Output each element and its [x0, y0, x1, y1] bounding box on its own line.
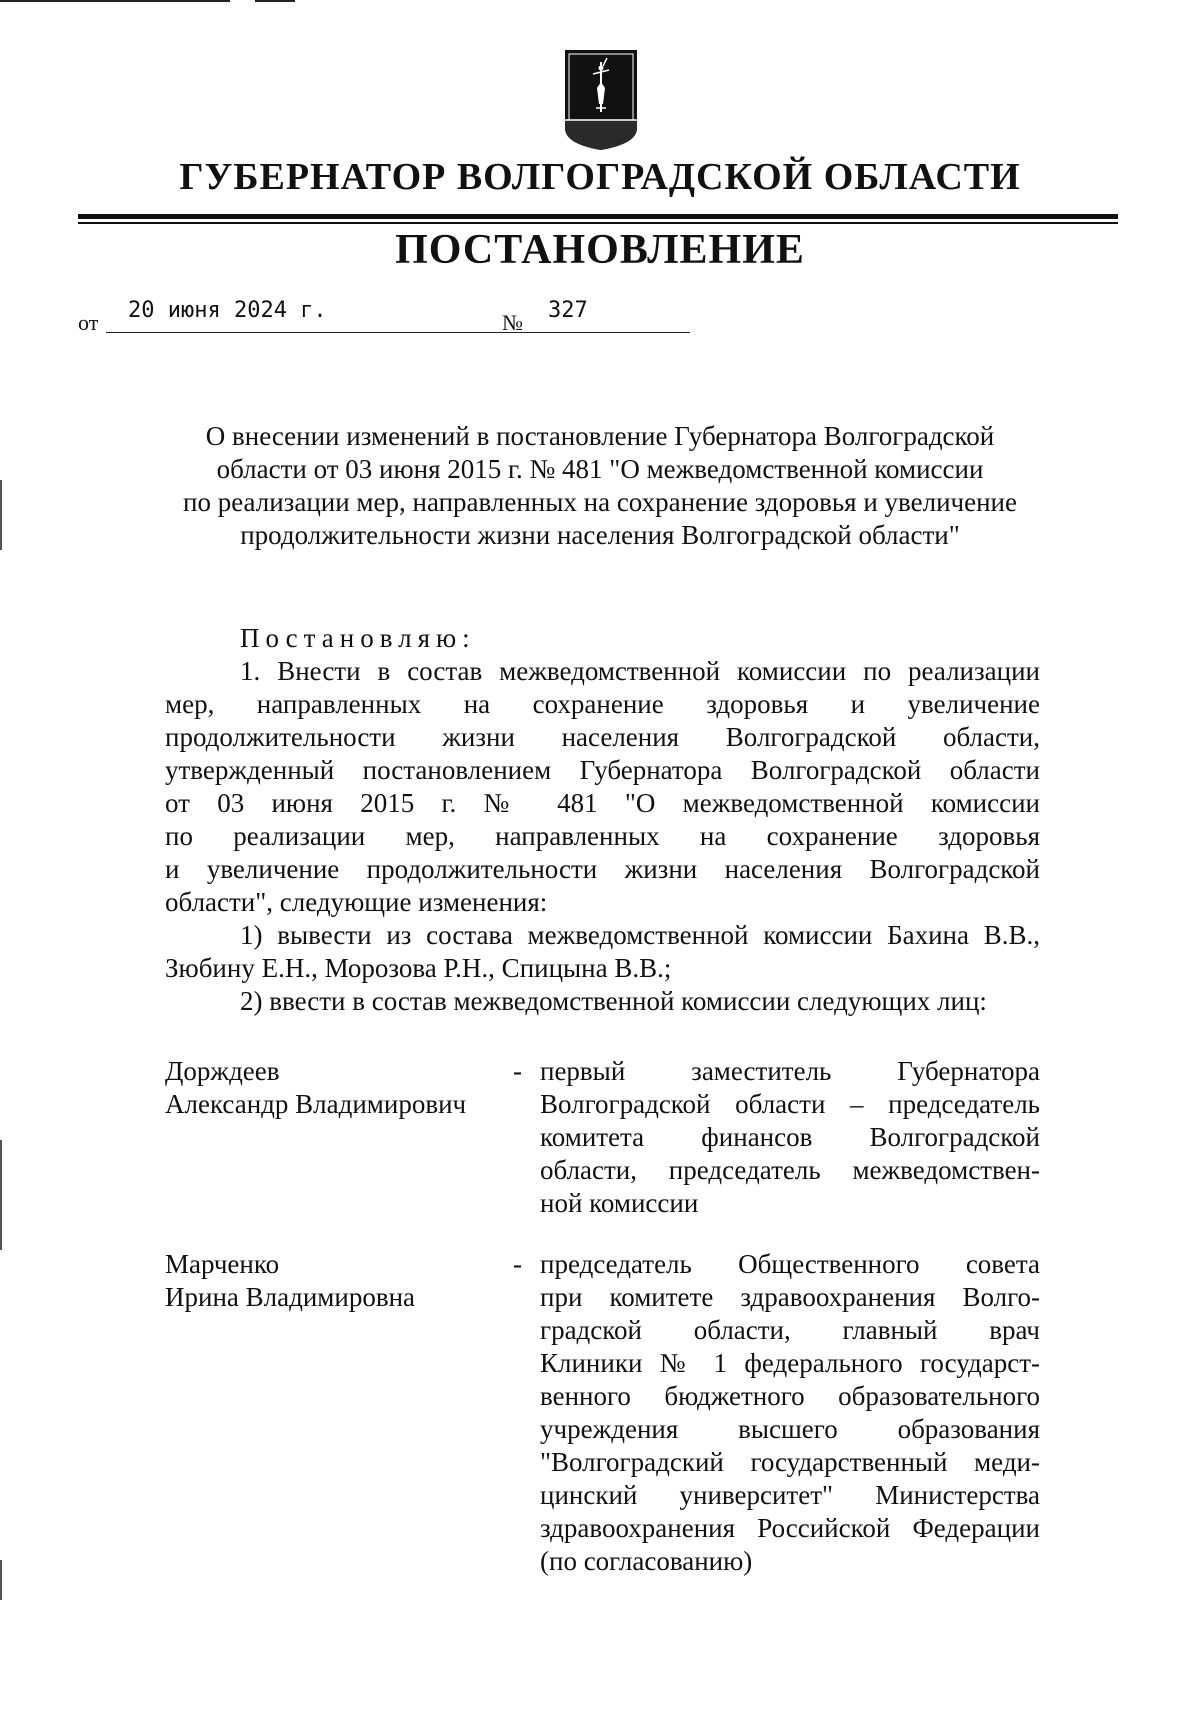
paragraph-line: Зюбину Е.Н., Морозова Р.Н., Спицына В.В.; — [165, 953, 672, 983]
authority-title: ГУБЕРНАТОР ВОЛГОГРАДСКОЙ ОБЛАСТИ — [179, 156, 1021, 198]
member-name — [165, 1248, 505, 1314]
position-line: венного бюджетного образовательного — [540, 1381, 1040, 1411]
document-date: 20 июня 2024 г. — [128, 298, 327, 323]
position-line: первый заместитель Губернатора — [540, 1056, 1040, 1086]
subitem-1-paragraph — [165, 919, 1040, 985]
item-1-paragraph — [165, 655, 1040, 919]
position-line: Клиники № 1 федерального государст- — [540, 1348, 1040, 1378]
scan-artifact-top — [0, 0, 230, 2]
header-rule-thin — [78, 222, 1118, 224]
paragraph-line: области", следующие изменения: — [165, 887, 548, 917]
position-line: области, председатель межведомствен- — [540, 1155, 1040, 1185]
paragraph-line: продолжительности жизни населения Волгоградской области, — [165, 722, 1040, 752]
document-number: 327 — [548, 298, 588, 323]
subject-line: по реализации мер, направленных на сохранение здоровья и увеличение — [183, 487, 1017, 517]
position-line: комитета финансов Волгоградской — [540, 1122, 1040, 1152]
document-subject — [120, 420, 1080, 552]
paragraph-line: 1) вывести из состава межведомственной комиссии Бахина В.В., — [240, 920, 1040, 950]
paragraph-line: 2) ввести в состав межведомственной комиссии следующих лиц: — [240, 986, 987, 1016]
number-prefix: № — [502, 310, 523, 335]
number-underline — [528, 332, 690, 333]
date-prefix: от — [78, 310, 99, 335]
position-line: учреждения высшего образования — [540, 1414, 1040, 1444]
position-line: Волгоградской области – председатель — [540, 1089, 1040, 1119]
decree-word: Постановляю: — [240, 623, 476, 653]
position-line: при комитете здравоохранения Волго- — [540, 1282, 1040, 1312]
subject-line: области от 03 июня 2015 г. № 481 "О межведомственной комиссии — [216, 454, 984, 484]
position-line: ной комиссии — [540, 1188, 699, 1218]
scan-artifact-edge — [0, 480, 2, 550]
scan-artifact-edge — [0, 1560, 2, 1600]
member-surname: Марченко — [165, 1249, 280, 1279]
position-line: (по согласованию) — [540, 1546, 753, 1576]
paragraph-line: мер, направленных на сохранение здоровья и увеличение — [165, 689, 1040, 719]
position-line: цинский университет" Министерства — [540, 1480, 1040, 1510]
member-surname: Дорждеев — [165, 1056, 280, 1086]
member-dash: - — [513, 1056, 522, 1086]
scan-artifact-top-2 — [255, 0, 295, 2]
position-line: председатель Общественного совета — [540, 1249, 1040, 1279]
member-position — [540, 1055, 1040, 1220]
paragraph-line: и увеличение продолжительности жизни населения Волгоградской — [165, 854, 1040, 884]
position-line: градской области, главный врач — [540, 1315, 1040, 1345]
member-name — [165, 1055, 505, 1121]
position-line: здравоохранения Российской Федерации — [540, 1513, 1040, 1543]
paragraph-line: от 03 июня 2015 г. № 481 "О межведомственной комиссии — [165, 788, 1040, 818]
coat-of-arms-icon — [563, 48, 639, 152]
document-type: ПОСТАНОВЛЕНИЕ — [395, 227, 805, 273]
subject-line: О внесении изменений в постановление Губернатора Волгоградской — [205, 421, 995, 451]
paragraph-line: утвержденный постановлением Губернатора Волгоградской области — [165, 755, 1040, 785]
member-position — [540, 1248, 1040, 1578]
scan-artifact-edge — [0, 1140, 2, 1250]
member-given-names: Александр Владимирович — [165, 1089, 467, 1119]
subitem-2-paragraph — [165, 985, 1040, 1018]
header-rule-thick — [78, 214, 1118, 219]
member-dash: - — [513, 1249, 522, 1279]
paragraph-line: 1. Внести в состав межведомственной комиссии по реализации — [240, 656, 1040, 686]
position-line: "Волгоградский государственный меди- — [540, 1447, 1040, 1477]
paragraph-line: по реализации мер, направленных на сохранение здоровья — [165, 821, 1040, 851]
date-underline — [106, 332, 568, 333]
subject-line: продолжительности жизни населения Волгоградской области" — [240, 520, 960, 550]
member-given-names: Ирина Владимировна — [165, 1282, 416, 1312]
